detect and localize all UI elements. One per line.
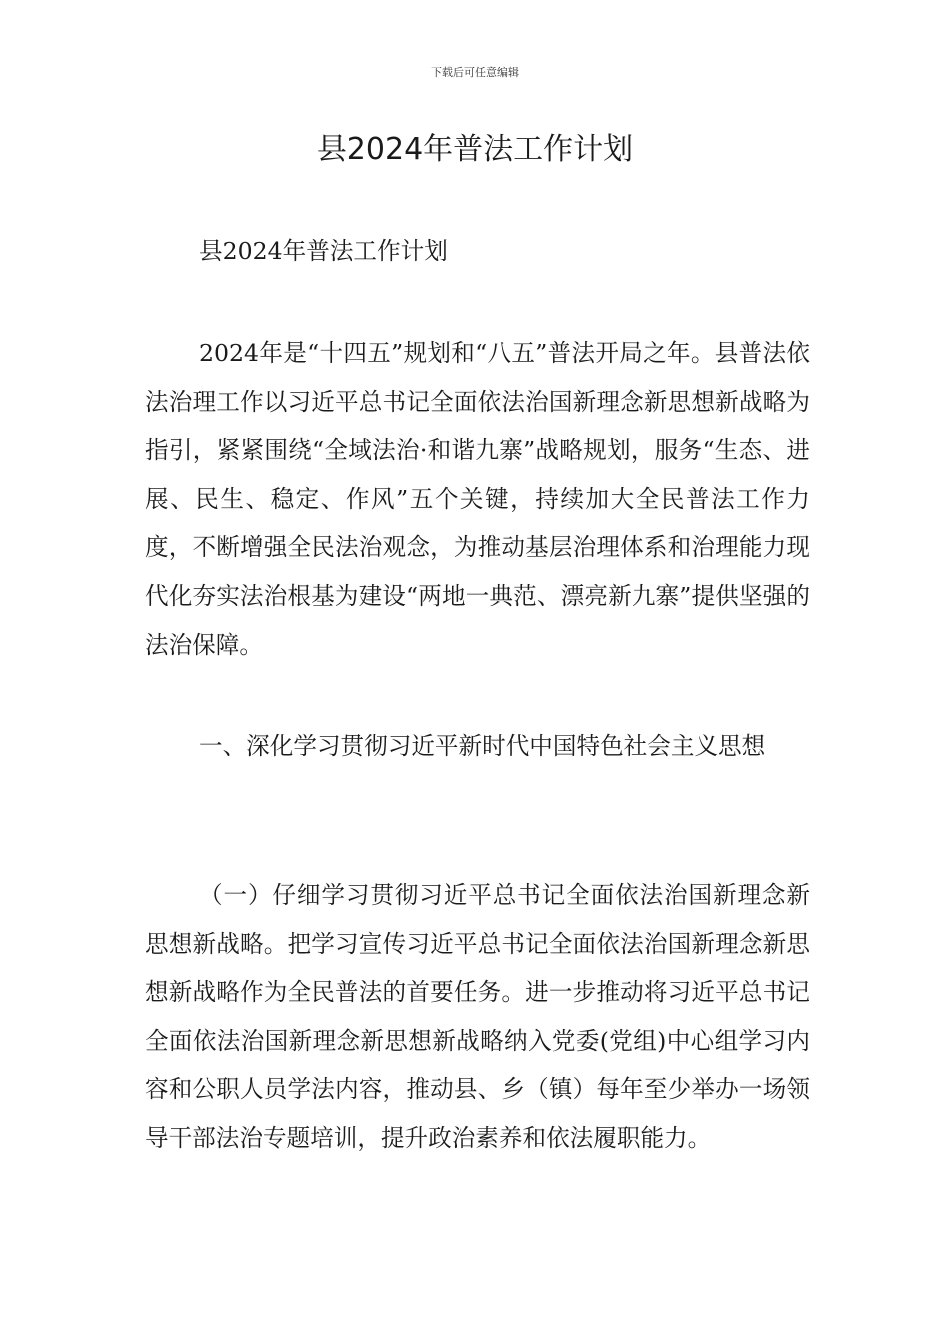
intro-paragraph: 2024年是“十四五”规划和“八五”普法开局之年。县普法依法治理工作以习近平总书记全面依法治国新理念新思想新战略为指引，紧紧围绕“全域法治·和谐九寨”战略规划，服务“生态、进展、民生、稳定、作风”五个关键，持续加大全民普法工作力度，不断增强全民法治观念，为推动基层治理体系和治理能力现代化夯实法治根基为建设“两地一典范、漂亮新九寨”提供坚强的法治保障。 — [145, 339, 810, 659]
section-1-1-paragraph: （一）仔细学习贯彻习近平总书记全面依法治国新理念新思想新战略。把学习宣传习近平总书记全面依法治国新理念新思想新战略作为全民普法的首要任务。进一步推动将习近平总书记全面依法治国新理念新思想新战略纳入党委(党组)中心组学习内容和公职人员学法内容，推动县、乡（镇）每年至少举办一场领导干部法治专题培训，提升政治素养和依法履职能力。 — [145, 881, 810, 1152]
document-title: 县2024年普法工作计划 — [316, 132, 634, 167]
section-1-heading: 一、深化学习贯彻习近平新时代中国特色社会主义思想 — [199, 732, 766, 760]
header-note: 下载后可任意编辑 — [431, 66, 519, 79]
document-subtitle: 县2024年普法工作计划 — [199, 237, 448, 265]
